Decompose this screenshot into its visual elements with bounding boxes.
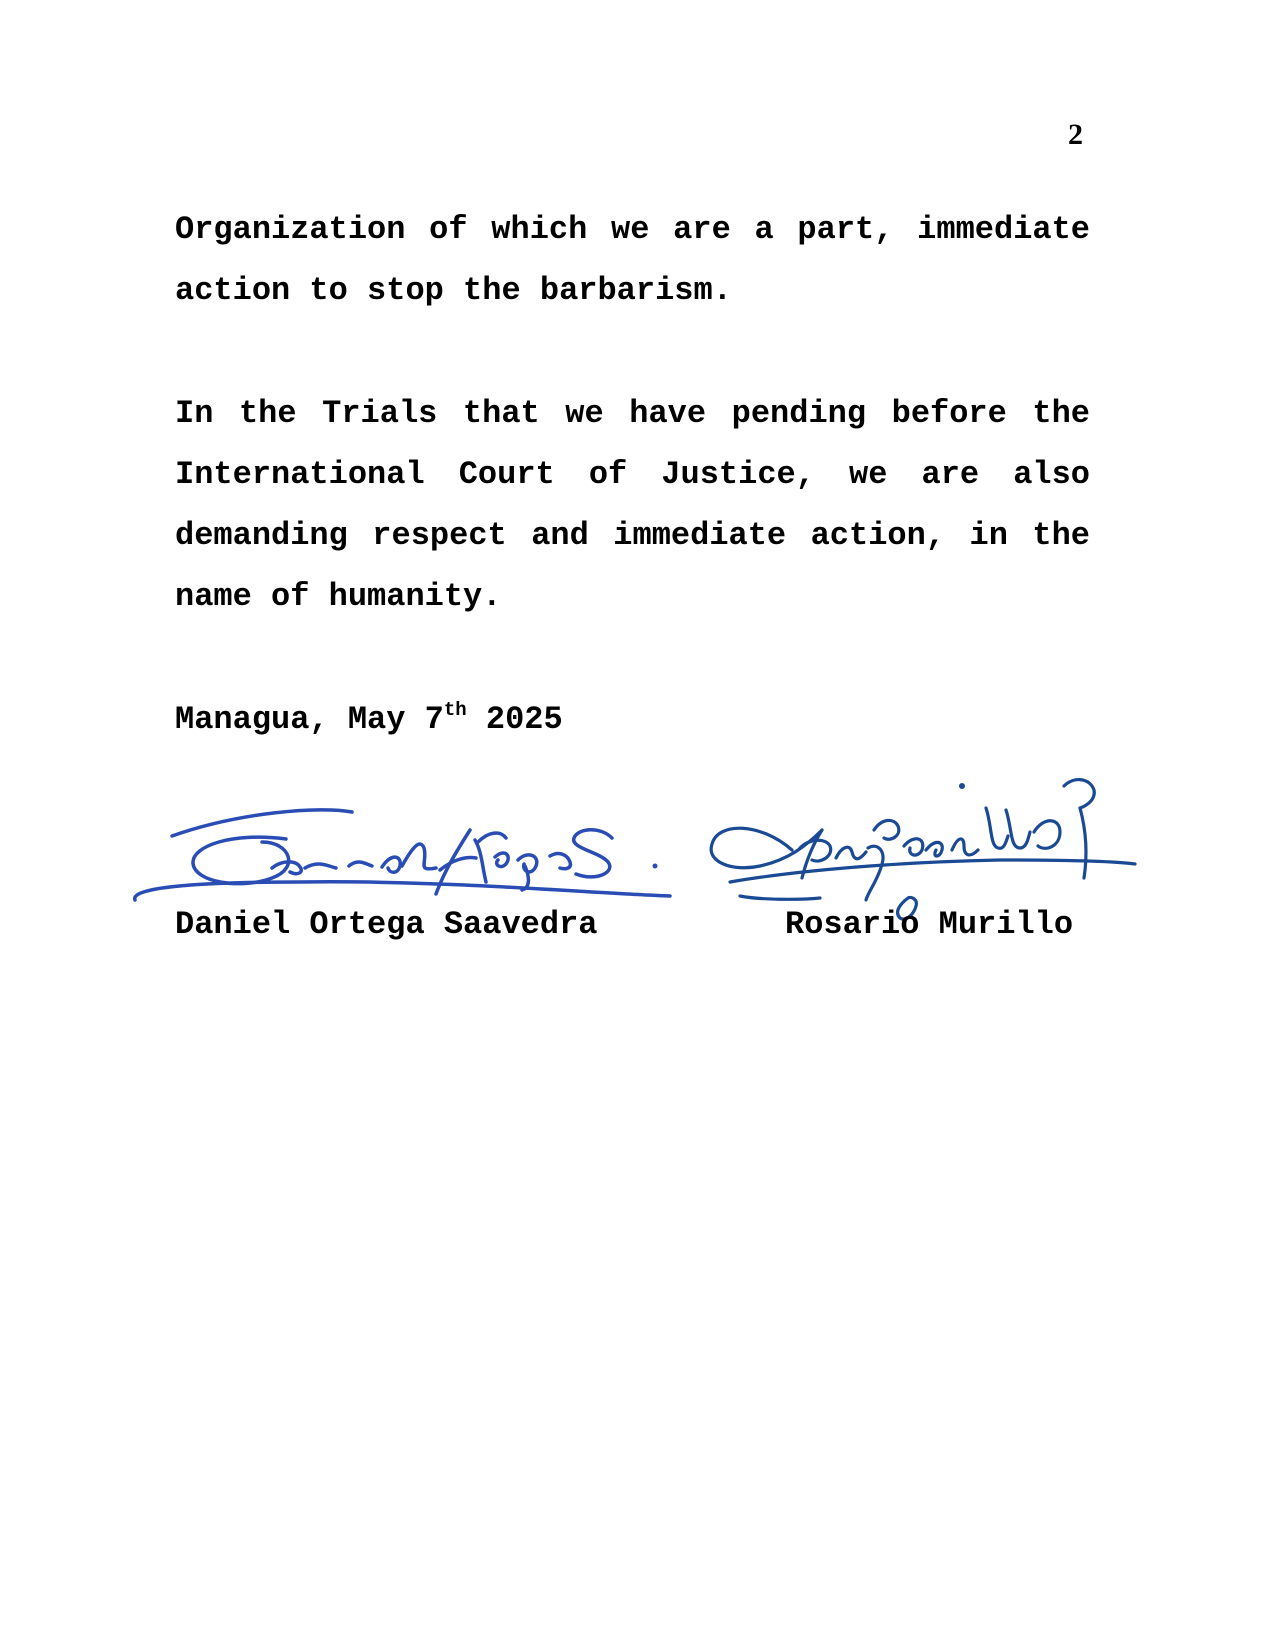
paragraph-1: Organization of which we are a part, immediate action to stop the barbarism. <box>175 211 1090 309</box>
page-number: 2 <box>1068 118 1083 151</box>
date-ordinal-suffix: th <box>443 699 467 721</box>
signer-name-rosario-murillo: Rosario Murillo <box>785 906 1074 943</box>
signature-daniel-ortega <box>135 810 670 900</box>
date-year: 2025 <box>485 701 563 738</box>
signer-name-daniel-ortega: Daniel Ortega Saavedra <box>175 906 598 943</box>
signature-rosario-murillo <box>711 780 1135 919</box>
paragraph-2: In the Trials that we have pending before the International Court of Justice, we are also demanding respect and immediate action, in the name of humanity. <box>175 395 1090 615</box>
date-place: Managua, May 7 <box>175 701 444 738</box>
